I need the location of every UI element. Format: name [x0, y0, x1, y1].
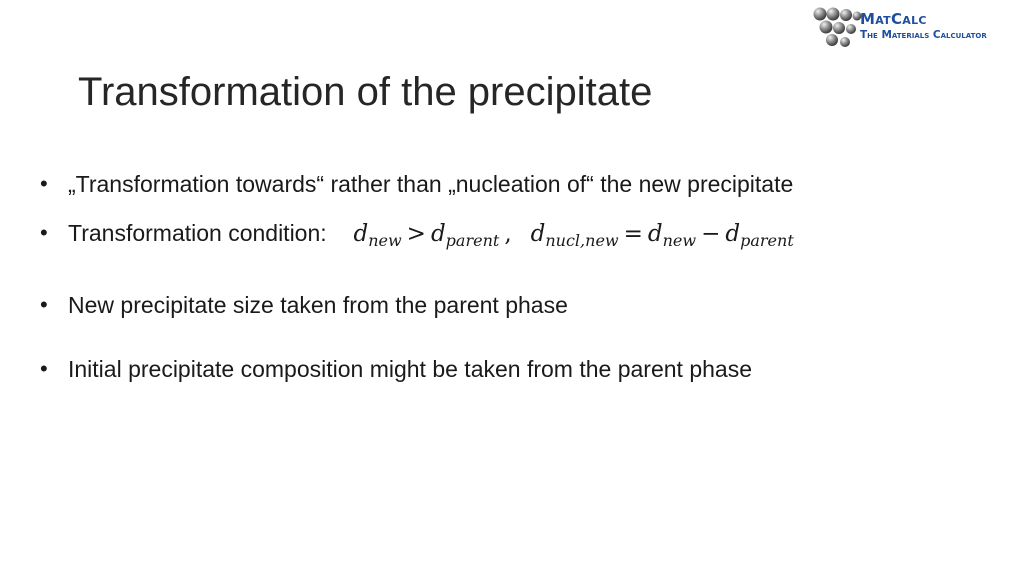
formula-subscript: parent	[740, 231, 794, 250]
logo-text	[860, 12, 987, 41]
bullet-dot-icon: •	[40, 220, 48, 245]
bullet-dot-icon: •	[40, 356, 48, 381]
logo-tagline: The Materials Calculator	[860, 29, 987, 41]
bullet-item-transformation-towards	[40, 157, 1000, 211]
formula-symbol: d	[430, 221, 446, 247]
formula-symbol: d	[647, 221, 663, 247]
formula-subscript: parent	[445, 231, 500, 250]
bullet-item-initial-composition	[40, 349, 1000, 389]
bullet-label: Transformation condition:	[68, 220, 327, 246]
bullet-list	[40, 165, 1000, 389]
bullet-text: New precipitate size taken from the parent phase	[68, 292, 568, 318]
transformation-formula	[353, 221, 794, 250]
bullet-dot-icon: •	[40, 171, 48, 196]
spheres-logo-icon	[812, 6, 862, 52]
bullet-item-new-precipitate-size	[40, 285, 1000, 325]
bullet-item-transformation-condition	[40, 213, 1000, 261]
formula-separator: ,	[504, 221, 512, 247]
logo-name: MatCalc	[860, 10, 927, 28]
formula-symbol: d	[353, 221, 369, 247]
matcalc-logo	[812, 6, 1018, 52]
slide-title: Transformation of the precipitate	[78, 70, 653, 114]
formula-symbol: d	[530, 221, 546, 247]
bullet-dot-icon: •	[40, 292, 48, 317]
formula-operator: −	[701, 221, 721, 247]
bullet-text: Initial precipitate composition might be taken from the parent phase	[68, 356, 752, 382]
formula-operator: >	[406, 221, 426, 247]
formula-operator: =	[623, 221, 643, 247]
bullet-text: „Transformation towards“ rather than „nucleation of“ the new precipitate	[68, 171, 794, 197]
formula-subscript: new	[662, 231, 697, 250]
formula-subscript: new	[368, 231, 402, 250]
formula-subscript: nucl,new	[545, 231, 619, 250]
formula-symbol: d	[725, 221, 741, 247]
